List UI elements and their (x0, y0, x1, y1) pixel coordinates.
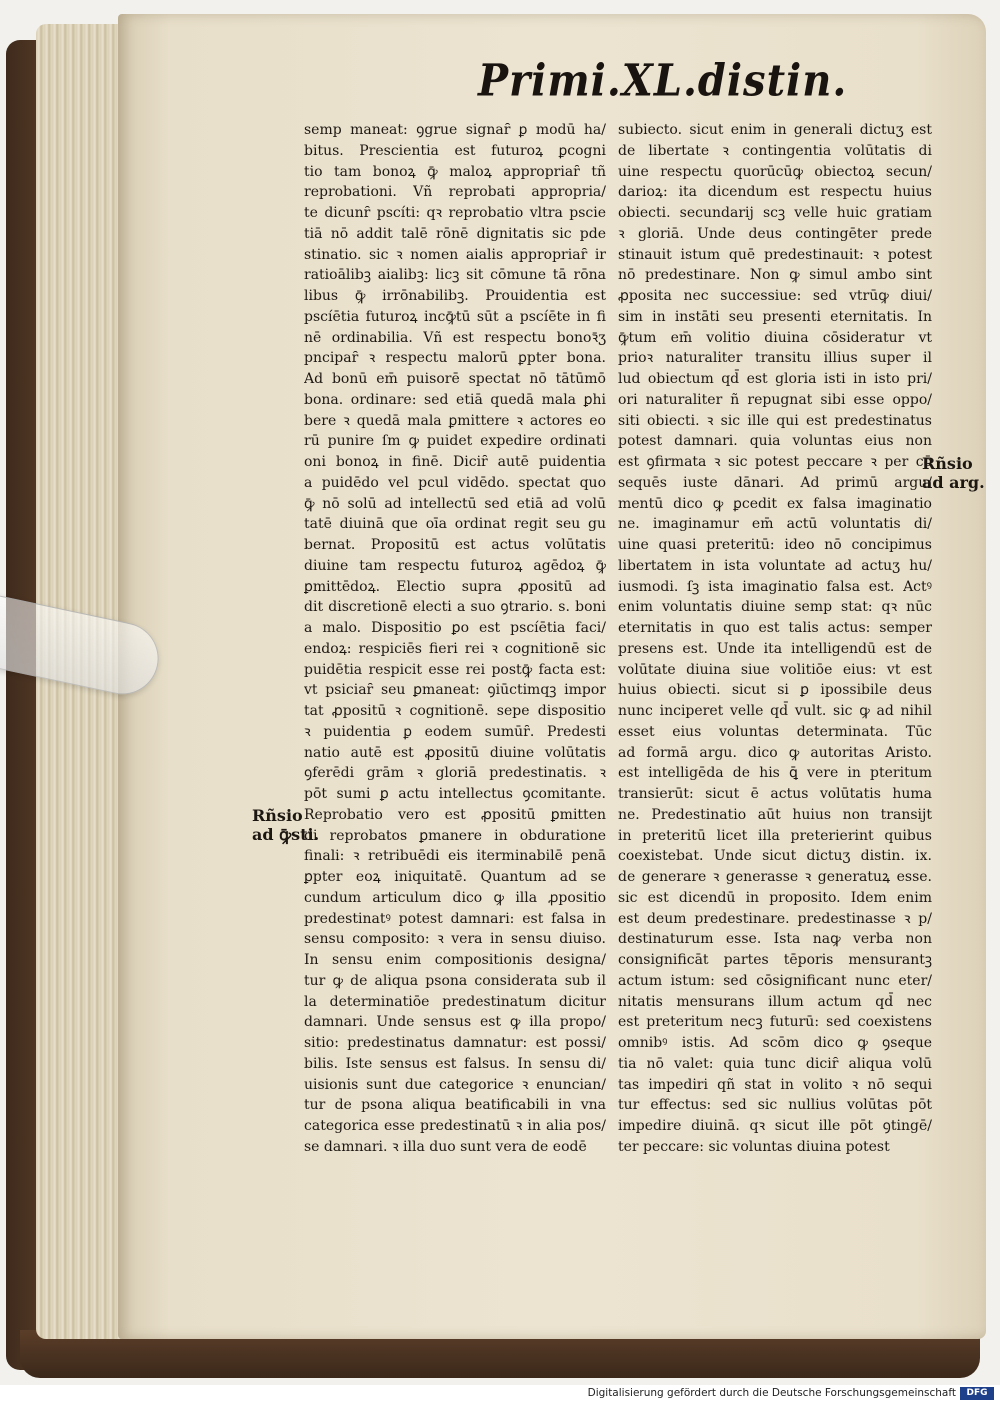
text-line: obiecti. secundarij scꝫ velle huic gratiam (618, 205, 932, 221)
text-line: mentū dico ꝙ ꝑcedit ex falsa imaginatio (618, 495, 932, 512)
text-line: consignificāt partes tēporis mensurantꝫ (618, 952, 932, 968)
text-line: bernat. Propositū est actus volūtatis (304, 537, 606, 553)
text-line: ne. Predestinatio aūt huius non transijt (618, 806, 932, 823)
text-line: a malo. Dispositio ꝑo est pscíētia faci/ (304, 620, 606, 636)
text-line: omnibꝰ istis. Ad scōm dico ꝙ ꝯseque (618, 1035, 932, 1051)
text-line: nunc inciperet velle qd̄ vult. sic ꝙ ad nihil (618, 703, 932, 719)
text-line: potest damnari. quia voluntas eius non (618, 433, 932, 450)
text-line: pscíētia futuroꝝ incꝙ̄tū sūt a pscíēte in fi (304, 308, 606, 325)
margin-note-line: Rñsio (252, 806, 303, 825)
text-line: a puidēdo vel pcul vidēdo. spectat quo (304, 474, 606, 491)
margin-note-line: ad ꝙ̄sti. (252, 825, 320, 844)
text-line: tur ꝙ de aliqua psona considerata sub il (304, 972, 606, 989)
text-line: esset eius voluntas determinata. Tūc (618, 723, 932, 740)
margin-note-left (252, 806, 319, 844)
text-line: ter peccare: sic voluntas diuina potest (618, 1138, 890, 1155)
text-line: finali: ꝛ retribuēdi eis iterminabilē penā (304, 848, 606, 865)
text-line: dit discretionē electi a suo ꝯtrario. s. boni (304, 599, 606, 616)
text-line: ꝑpter eoꝝ iniquitatē. Quantum ad se (304, 869, 606, 885)
text-line: cundum articulum dico ꝙ illa ꝓpositio (304, 889, 606, 906)
text-line: uine quasi preteritū: ideo nō concipimus (618, 537, 932, 553)
dfg-logo: DFG (960, 1387, 994, 1400)
text-line: ꝙ̄ nō solū ad intellectū sed etiā ad volū (304, 495, 606, 512)
text-line: lud obiectum qd̄ est gloria isti in isto pri/ (618, 371, 932, 387)
text-line: volūtate diuina siue volitiōe eius: vt est (618, 661, 932, 678)
text-line: Reprobatio vero est ꝓpositū ꝑmitten (304, 806, 606, 823)
text-line: iusmodi. ſꝫ ista imaginatio falsa est. Actꝰ (618, 578, 932, 595)
text-line: In sensu enim compositionis designa/ (304, 952, 606, 968)
text-line: tat ꝓpositū ꝛ cognitionē. sepe dispositio (304, 703, 606, 719)
text-line: predestinatꝰ potest damnari: est falsa in (304, 910, 606, 927)
text-line: stinauit istum quē predestinauit: ꝛ potest (618, 246, 932, 263)
text-line: sitio: predestinatus damnatur: est possi/ (304, 1035, 606, 1051)
text-line: tur effectus: sed sic nullius volūtas pōt (618, 1097, 932, 1114)
text-line: ꝛ gloriā. Unde deus contingēter prede (618, 225, 932, 242)
text-line: ꝙ̄tum em̄ volitio diuina cōsideratur vt (618, 329, 932, 346)
text-line: puidētia respicit esse rei postꝙ̄ facta est: (304, 661, 606, 678)
text-line: actum istum: sed cōsignificant nunc eter/ (618, 972, 932, 989)
text-line: eternitatis in quo est talis actus: semper (618, 620, 932, 636)
footer-bar (0, 1385, 1000, 1403)
text-line: ꝑmittēdoꝝ. Electio supra ꝓpositū ad (304, 578, 606, 595)
text-line: rū punire ſm ꝙ puidet expedire ordinati (304, 433, 606, 450)
text-line: tio tam bonoꝝ ꝙ̄ maloꝝ appropriaȓ tñ (304, 163, 606, 180)
text-line: siti obiecti. ꝛ sic ille qui est predestinatus (618, 412, 932, 429)
left-text-column (304, 120, 606, 1158)
text-line: tas impediri qñ stat in volito ꝛ nō sequi (618, 1076, 932, 1093)
text-line: destinaturum esse. Ista naꝙ verba non (618, 931, 932, 948)
text-line: tia nō valet: quia tunc diciȓ aliqua volū (618, 1055, 932, 1072)
text-line: vt psiciaȓ seu ꝑmaneat: ꝯiūctimqꝫ impor (304, 682, 606, 699)
text-line: in preteritū licet illa preterierint quibus (618, 827, 932, 844)
text-line: endoꝝ: respiciēs fieri rei ꝛ cognitionē sic (304, 640, 606, 657)
text-line: darioꝝ: ita dicendum est respectu huius (618, 184, 932, 201)
text-line: est intelligēda de his ꝗ̄ vere in pteritum (618, 765, 932, 782)
text-line: pncipaȓ ꝛ respectu malorū ꝑpter bona. (304, 350, 606, 367)
text-line: est preteritum necꝫ futurū: sed coexistens (618, 1014, 932, 1031)
text-line: damnari. Unde sensus est ꝙ illa propo/ (304, 1014, 606, 1031)
text-line: ori naturaliter ñ repugnat sibi esse oppo/ (618, 391, 932, 408)
text-line: bilis. Iste sensus est falsus. In sensu di/ (304, 1055, 606, 1072)
margin-note-line: Rñsio (922, 454, 973, 473)
text-line: se damnari. ꝛ illa duo sunt vera de eodē (304, 1138, 587, 1155)
text-line: bere ꝛ quedā mala ꝑmittere ꝛ actores eo (304, 412, 606, 429)
text-line: ratioālibꝫ aialibꝫ: licꝫ sit cōmune tā rōna (304, 267, 606, 284)
text-line: pōt sumi ꝑ actu intellectus ꝯcomitante. (304, 786, 606, 802)
text-line: ad formā argu. dico ꝙ autoritas Aristo. (618, 744, 932, 761)
text-line: tur de psona aliqua beatificabili in vna (304, 1097, 606, 1114)
text-line: categorica esse predestinatū ꝛ in alia pos/ (304, 1118, 606, 1134)
text-line: de generare ꝛ generasse ꝛ generatuꝝ esse. (618, 869, 932, 885)
text-line: di reprobatos ꝑmanere in obduratione (304, 827, 606, 844)
text-line: oni bonoꝝ in finē. Diciȓ autē puidentia (304, 454, 606, 470)
text-line: bitus. Prescientia est futuroꝝ ꝑcogni (304, 142, 606, 159)
text-line: sic est dicendū in proposito. Idem enim (618, 889, 932, 906)
text-line: est ꝯfirmata ꝛ sic potest peccare ꝛ per cō (618, 454, 932, 470)
text-line: natio autē est ꝓpositū diuine volūtatis (304, 744, 606, 761)
text-line: uisionis sunt due categorice ꝛ enuncian/ (304, 1076, 606, 1093)
text-line: sequēs iuste dānari. Ad primū argu/ (618, 474, 932, 491)
text-line: libus ꝙ̄ irrōnabilibꝫ. Prouidentia est (304, 288, 606, 304)
text-line: est deum predestinare. predestinasse ꝛ p/ (618, 910, 932, 927)
text-line: ꝛ puidentia ꝑ eodem sumūȓ. Predesti (304, 723, 606, 740)
text-line: huius obiecti. sicut si ꝑ ipossibile deus (618, 682, 932, 699)
funding-credit: Digitalisierung gefördert durch die Deutsche Forschungsgemeinschaft (587, 1387, 956, 1399)
text-line: ne. imaginamur em̄ actū voluntatis di/ (618, 516, 932, 533)
text-line: enim voluntatis diuine semp stat: qꝛ nūc (618, 599, 932, 616)
text-line: presens est. Unde ita intelligendū est de (618, 640, 932, 657)
text-line: libertatem in ista voluntate ad actuʒ hu/ (618, 557, 932, 574)
text-line: sensu composito: ꝛ vera in sensu diuiso. (304, 931, 606, 948)
text-line: nē ordinabilia. Vñ est respectu bonoꝛ̄ʒ (304, 329, 606, 346)
text-line: ꝯferēdi grām ꝛ gloriā predestinatis. ꝛ (304, 765, 606, 782)
text-line: impedire diuinā. qꝛ sicut ille pōt ꝯtingē/ (618, 1118, 932, 1134)
text-line: transierūt: sicut ē actus volūtatis huma (618, 786, 932, 802)
text-line: coexistebat. Unde sicut dictuʒ distin. ix. (618, 848, 932, 865)
text-line: uine respectu quorūcūꝙ obiectoꝝ secun/ (618, 163, 932, 180)
text-line: de libertate ꝛ contingentia volūtatis di (618, 142, 932, 159)
text-line: sim in instāti seu presenti eternitatis. In (618, 308, 932, 325)
text-line: subiecto. sicut enim in generali dictuʒ est (618, 122, 932, 138)
right-text-column (618, 120, 932, 1158)
text-line: te dicunȓ pscíti: qꝛ reprobatio vltra pscie (304, 205, 606, 221)
text-line: bona. ordinare: sed etiā quedā mala ꝑhi (304, 391, 606, 408)
text-line: tiā nō addit talē rōnē dignitatis sic pde (304, 225, 606, 242)
text-line: diuine tam respectu futuroꝝ agēdoꝝ ꝙ̄ (304, 557, 606, 574)
text-line: semp maneat: ꝯgrue signaȓ ꝑ modū ha/ (304, 122, 606, 138)
margin-note-right (922, 454, 985, 492)
text-line: prioꝛ naturaliter transitu illius super il (618, 350, 932, 367)
text-line: nitatis mensurans illum actum qd̄ nec (618, 993, 932, 1010)
text-line: reprobationi. Vñ reprobati appropria/ (304, 184, 606, 201)
running-header: Primi.XL.distin. (478, 55, 848, 107)
text-line: ꝓposita nec successiue: sed vtrūꝙ diui/ (618, 288, 932, 304)
margin-note-line: ad arg. (922, 473, 985, 492)
text-line: tatē diuinā que oīa ordinat regit seu gu (304, 516, 606, 533)
text-line: nō predestinare. Non ꝙ simul ambo sint (618, 267, 932, 284)
text-line: Ad bonū em̄ puisorē spectat nō tātūmō (304, 371, 606, 387)
text-line: la determinatiōe predestinatum dicitur (304, 993, 606, 1010)
text-line: stinatio. sic ꝛ nomen aialis appropriaȓ ir (304, 246, 606, 263)
